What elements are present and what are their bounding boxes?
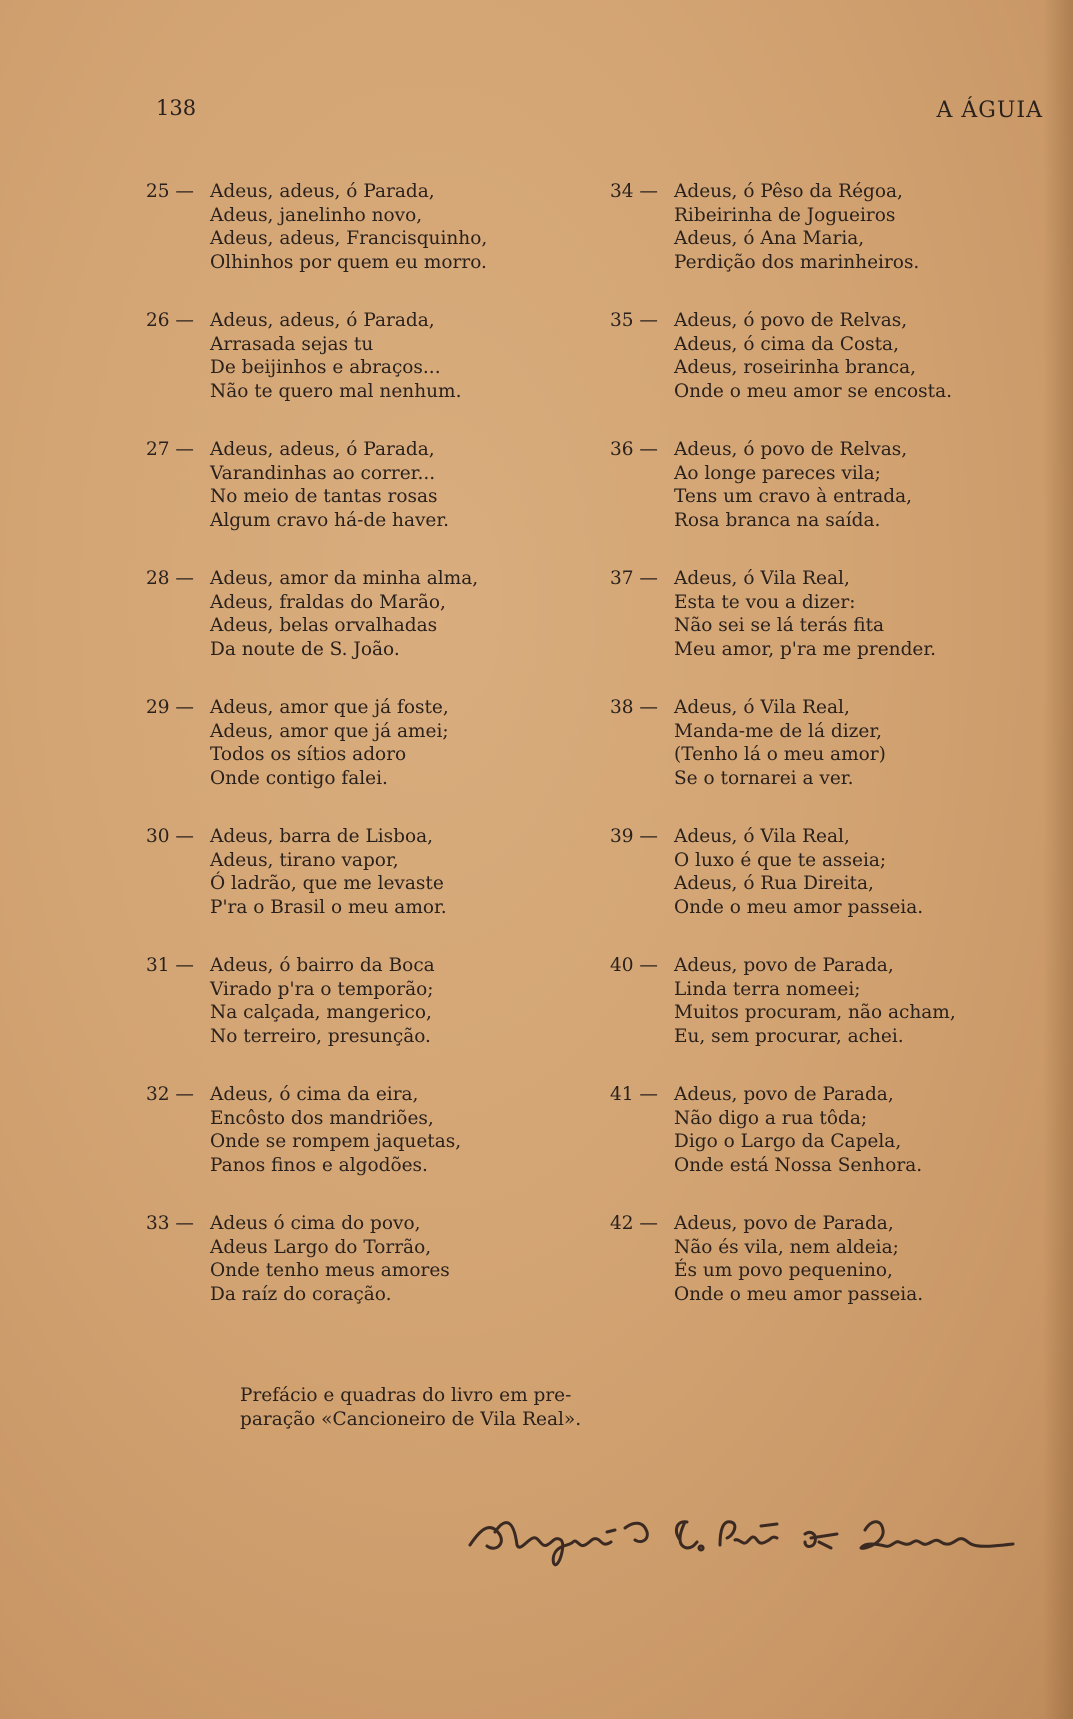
verse-line: Adeus, adeus, ó Parada, xyxy=(210,439,435,460)
verse-line: P'ra o Brasil o meu amor. xyxy=(210,896,447,918)
verse-line: Perdição dos marinheiros. xyxy=(674,251,920,273)
verse-line: Onde se rompem jaquetas, xyxy=(210,1131,462,1152)
running-head: A ÁGUIA xyxy=(936,98,1043,123)
verse-line: Adeus, ó Pêso da Régoa, xyxy=(674,181,903,202)
verse-line: (Tenho lá o meu amor) xyxy=(674,744,886,765)
verse-line: Esta te vou a dizer: xyxy=(674,591,856,613)
verse-line: Olhinhos por quem eu morro. xyxy=(210,251,487,273)
verse-line: Adeus, ó Vila Real, xyxy=(674,826,850,847)
verse-line: Ó ladrão, que me levaste xyxy=(210,873,444,894)
verse-line: Adeus, ó povo de Relvas, xyxy=(674,439,908,460)
note-line: Prefácio e quadras do livro em pre- xyxy=(240,1385,572,1406)
verse-line: Digo o Largo da Capela, xyxy=(674,1131,902,1152)
verse-line: Rosa branca na saída. xyxy=(674,509,881,531)
verse-line: Manda-me de lá dizer, xyxy=(674,720,883,742)
verse-line: Adeus, tirano vapor, xyxy=(210,849,399,871)
verse-line: Onde o meu amor passeia. xyxy=(674,1283,924,1305)
stanza-number: 34 — xyxy=(610,181,658,202)
stanza-number: 27 — xyxy=(146,439,194,460)
verse-line: És um povo pequenino, xyxy=(674,1260,893,1281)
verse-line: Adeus, ó Vila Real, xyxy=(674,697,850,718)
verse-line: Não és vila, nem aldeia; xyxy=(674,1236,899,1258)
verse-line: Onde o meu amor se encosta. xyxy=(674,380,953,402)
verse-line: Adeus, roseirinha branca, xyxy=(674,357,917,378)
verse-line: Adeus, ó bairro da Boca xyxy=(210,955,435,976)
verse-line: Onde está Nossa Senhora. xyxy=(674,1154,923,1176)
verse-line: Adeus, amor da minha alma, xyxy=(210,568,479,589)
verse-line: Adeus, ó cima da Costa, xyxy=(674,333,899,355)
verse-line: Adeus, barra de Lisboa, xyxy=(210,826,434,847)
verse-line: Ribeirinha de Jogueiros xyxy=(674,204,896,226)
page-edge-shadow xyxy=(1043,0,1073,1719)
stanza-number: 37 — xyxy=(610,568,658,589)
stanza-number: 31 — xyxy=(146,955,194,976)
verse-line: Onde contigo falei. xyxy=(210,767,388,789)
stanza-number: 36 — xyxy=(610,439,658,460)
verse-line: Linda terra nomeei; xyxy=(674,978,861,1000)
verse-line: Não sei se lá terás fita xyxy=(674,615,885,636)
verse-line: Não digo a rua tôda; xyxy=(674,1107,868,1129)
verse-line: Adeus, ó povo de Relvas, xyxy=(674,310,908,331)
verse-line: Algum cravo há-de haver. xyxy=(210,509,450,531)
verse-line: Panos finos e algodões. xyxy=(210,1154,428,1176)
verse-line: Na calçada, mangerico, xyxy=(210,1002,432,1023)
verse-line: Adeus ó cima do povo, xyxy=(210,1213,421,1234)
stanza-number: 42 — xyxy=(610,1213,658,1234)
verse-line: Adeus, janelinho novo, xyxy=(210,204,423,226)
verse-line: Adeus, ó Rua Direita, xyxy=(674,873,874,894)
verse-line: Meu amor, p'ra me prender. xyxy=(674,638,937,660)
note-line: paração «Cancioneiro de Vila Real». xyxy=(240,1409,582,1430)
verse-line: Todos os sítios adoro xyxy=(210,744,407,765)
verse-line: Arrasada sejas tu xyxy=(210,333,374,355)
verse-line: Adeus Largo do Torrão, xyxy=(210,1236,432,1258)
verse-line: Adeus, ó cima da eira, xyxy=(210,1084,419,1105)
verse-line: Adeus, belas orvalhadas xyxy=(210,615,438,636)
verse-line: Da raíz do coração. xyxy=(210,1283,392,1305)
stanza-number: 30 — xyxy=(146,826,194,847)
verse-line: Tens um cravo à entrada, xyxy=(674,486,913,507)
verse-line: No meio de tantas rosas xyxy=(210,486,438,507)
stanza-number: 39 — xyxy=(610,826,658,847)
editorial-note xyxy=(240,1384,600,1432)
page-number: 138 xyxy=(156,96,197,120)
verse-line: Eu, sem procurar, achei. xyxy=(674,1025,904,1047)
verse-line: Adeus, adeus, ó Parada, xyxy=(210,310,435,331)
verse-line: No terreiro, presunção. xyxy=(210,1025,431,1047)
stanza-number: 38 — xyxy=(610,697,658,718)
verse-line: Adeus, ó Vila Real, xyxy=(674,568,850,589)
verse-line: Adeus, povo de Parada, xyxy=(674,1213,894,1234)
verse-line: Adeus, ó Ana Maria, xyxy=(674,228,865,249)
verse-line: Virado p'ra o temporão; xyxy=(210,978,434,1000)
stanza-number: 41 — xyxy=(610,1084,658,1105)
verse-line: Adeus, amor que já amei; xyxy=(210,720,449,742)
stanza-number: 29 — xyxy=(146,697,194,718)
stanza-number: 28 — xyxy=(146,568,194,589)
verse-line: O luxo é que te asseia; xyxy=(674,849,887,871)
stanza-number: 35 — xyxy=(610,310,658,331)
signature-drawing xyxy=(465,1490,1025,1570)
stanza-number: 33 — xyxy=(146,1213,194,1234)
verse-line: Da noute de S. João. xyxy=(210,638,400,660)
verse-line: Muitos procuram, não acham, xyxy=(674,1002,956,1023)
verse-line: Adeus, adeus, ó Parada, xyxy=(210,181,435,202)
verse-line: Adeus, povo de Parada, xyxy=(674,1084,894,1105)
verse-line: Ao longe pareces vila; xyxy=(674,462,881,484)
stanza-number: 40 — xyxy=(610,955,658,976)
verse-line: Onde tenho meus amores xyxy=(210,1260,450,1281)
verse-line: Varandinhas ao correr... xyxy=(210,462,436,484)
verse-line: Adeus, amor que já foste, xyxy=(210,697,449,718)
verse-line: Se o tornarei a ver. xyxy=(674,767,854,789)
handwritten-signature xyxy=(465,1490,1025,1574)
verse-line: Adeus, fraldas do Marão, xyxy=(210,591,446,613)
verse-line: Adeus, adeus, Francisquinho, xyxy=(210,228,488,249)
stanza-number: 32 — xyxy=(146,1084,194,1105)
verse-line: De beijinhos e abraços... xyxy=(210,357,441,378)
stanza-number: 25 — xyxy=(146,181,194,202)
verse-line: Não te quero mal nenhum. xyxy=(210,380,462,402)
verse-line: Encôsto dos mandriões, xyxy=(210,1107,434,1129)
verse-line: Adeus, povo de Parada, xyxy=(674,955,894,976)
stanza-number: 26 — xyxy=(146,310,194,331)
verse-line: Onde o meu amor passeia. xyxy=(674,896,924,918)
